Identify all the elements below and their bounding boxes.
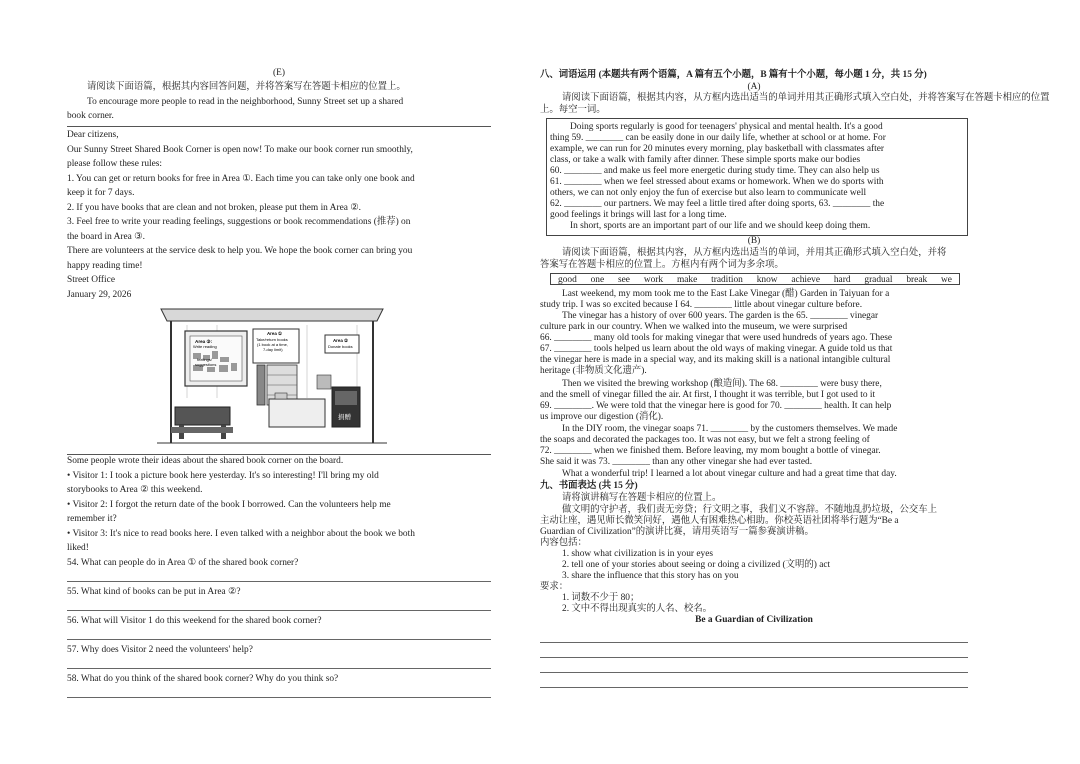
divider xyxy=(67,126,491,127)
area3-sub: Write reading xyxy=(193,344,217,349)
passage-b-line: 72. ________ when we finished them. Before leaving, my mom bought a bottle of vinegar. xyxy=(540,446,881,456)
word-bank-item: achieve xyxy=(791,275,821,285)
section9-title: 九、书面表达 (共 15 分) xyxy=(540,481,638,491)
part-a-instruction: 请阅读下面语篇，根据其内容，从方框内选出适当的单词并用其正确形式填入空白处，并将答案写在答题卡相应的位置 xyxy=(562,93,1050,103)
visitor-line: • Visitor 1: I took a picture book here yesterday. It's so interesting! I'll bring my old xyxy=(67,471,379,481)
visitor-line: storybooks to Area ② this weekend. xyxy=(67,485,203,495)
instruction: 请阅读下面语篇，根据其内容回答问题，并将答案写在答题卡相应的位置上。 xyxy=(87,82,406,92)
essay-line[interactable] xyxy=(540,657,968,658)
question-54: 54. What can people do in Area ① of the shared book corner? xyxy=(67,558,299,568)
question-55: 55. What kind of books can be put in Area ②? xyxy=(67,587,241,597)
section9-requirements: 要求： xyxy=(540,582,569,592)
question-56: 56. What will Visitor 1 do this weekend for the shared book corner? xyxy=(67,616,322,626)
section9-body: 主动让座，遇见师长微笑问好，遇他人有困难热心相助。你校英语社团将举行题为“Be a xyxy=(540,516,899,526)
notice-line: happy reading time! xyxy=(67,261,143,271)
passage-b-line: In the DIY room, the vinegar soaps 71. ________ by the customers themselves. We made xyxy=(562,424,898,434)
section8-title: 八、词语运用 (本题共有两个语篇，A 篇有五个小题，B 篇有十个小题，每小题 1 分，共 15 分) xyxy=(540,70,927,80)
area1-sub3: 7-day limit) xyxy=(263,347,283,352)
section9-body: 做文明的守护者，我们责无旁贷；行文明之事，我们义不容辞。不随地乱扔垃圾，公交车上 xyxy=(562,505,938,515)
section9-point: 3. share the influence that this story has on you xyxy=(562,571,739,581)
intro-line: book corner. xyxy=(67,111,114,121)
passage-b-line: Last weekend, my mom took me to the East Lake Vinegar (醋) Garden in Taiyuan for a xyxy=(562,289,890,299)
word-bank-item: know xyxy=(756,275,778,285)
area3-sub2: feelings/ xyxy=(197,357,212,362)
passage-b-line: us improve our digestion (消化). xyxy=(540,412,664,422)
passage-b-line: 66. ________ many old tools for making vinegar that were used hundreds of years ago. These xyxy=(540,333,893,343)
notice-line: the board in Area ③. xyxy=(67,232,145,242)
area2-sub: Donate books xyxy=(328,344,353,349)
part-b-label: (B) xyxy=(747,236,761,246)
answer-line-55[interactable] xyxy=(67,610,491,611)
notice-line: please follow these rules: xyxy=(67,159,163,169)
word-bank-item: gradual xyxy=(864,275,893,285)
section9-body: 内容包括： xyxy=(540,538,587,548)
passage-b-line: 67. ________ tools helped us learn about the old ways of making vinegar. A guide told us that xyxy=(540,344,893,354)
section9-point: 2. tell one of your stories about seeing or doing a civilized (文明的) act xyxy=(562,560,831,570)
word-bank-item: one xyxy=(590,275,605,285)
passage-a-line: Doing sports regularly is good for teenagers' physical and mental health. It's a good xyxy=(570,122,883,132)
area1-sub2: (1 book at a time, xyxy=(257,342,288,347)
visitor-line: • Visitor 3: It's nice to read books here. I even talked with a neighbor about the book we both xyxy=(67,529,415,539)
passage-b-line: heritage (非物质文化遗产). xyxy=(540,366,647,376)
passage-b-line: culture park in our country. When we walked into the museum, we were surprised xyxy=(540,322,848,332)
passage-a-line: 61. ________ when we feel stressed about exams or homework. When we do sports with xyxy=(550,177,884,187)
word-bank-item: see xyxy=(617,275,630,285)
word-bank-item: break xyxy=(906,275,928,285)
section9-requirement: 1. 词数不少于 80； xyxy=(562,593,640,603)
visitor-line: • Visitor 2: I forgot the return date of the book I borrowed. Can the volunteers help me xyxy=(67,500,391,510)
question-57: 57. Why does Visitor 2 need the volunteers' help? xyxy=(67,645,253,655)
passage-a-line: 60. ________ and make us feel more energetic during study time. They can also help us xyxy=(550,166,880,176)
section-label-e: (E) xyxy=(273,68,285,78)
part-a-instruction: 上。每空一词。 xyxy=(540,105,606,115)
word-bank-item: hard xyxy=(833,275,851,285)
section9-instruction: 请将演讲稿写在答题卡相应的位置上。 xyxy=(562,493,722,503)
passage-b-line: Then we visited the brewing workshop (酿造间). The 68. ________ were busy there, xyxy=(562,379,882,389)
essay-title: Be a Guardian of Civilization xyxy=(695,615,813,625)
section9-point: 1. show what civilization is in your eyes xyxy=(562,549,714,559)
essay-line[interactable] xyxy=(540,672,968,673)
area1-sub: Take/return books xyxy=(256,337,288,342)
answer-line-58[interactable] xyxy=(67,697,491,698)
donation-bin-label: 捐赠 xyxy=(338,413,351,421)
passage-b-line: the soaps and decorated the packages too. It was not easy, but we felt a strong feeling of xyxy=(540,435,870,445)
answer-line-57[interactable] xyxy=(67,668,491,669)
answer-line-54[interactable] xyxy=(67,581,491,582)
area2-label: Area ② xyxy=(333,338,348,343)
section9-requirement: 2. 文中不得出现真实的人名、校名。 xyxy=(562,604,713,614)
part-a-label: (A) xyxy=(747,82,761,92)
essay-line[interactable] xyxy=(540,642,968,643)
passage-b-line: 69. ________. We were told that the vinegar here is good for 70. ________ health. It can help xyxy=(540,401,892,411)
visitors-intro: Some people wrote their ideas about the shared book corner on the board. xyxy=(67,456,344,466)
part-b-instruction: 请阅读下面语篇，根据其内容，从方框内选出适当的单词，并用其正确形式填入空白处，并将 xyxy=(562,248,947,258)
visitor-line: liked! xyxy=(67,543,89,553)
notice-line: Our Sunny Street Shared Book Corner is open now! To make our book corner run smoothly, xyxy=(67,145,413,155)
notice-line: keep it for 7 days. xyxy=(67,188,135,198)
visitor-line: remember it? xyxy=(67,514,117,524)
book-corner-illustration xyxy=(157,303,387,451)
notice-line: There are volunteers at the service desk to help you. We hope the book corner can bring you xyxy=(67,246,413,256)
intro-line: To encourage more people to read in the neighborhood, Sunny Street set up a shared xyxy=(87,97,404,107)
essay-line[interactable] xyxy=(540,687,968,688)
notice-line: 2. If you have books that are clean and not broken, please put them in Area ②. xyxy=(67,203,361,213)
passage-a-line: example, we can run for 20 minutes every morning, play basketball with classmates after xyxy=(550,144,885,154)
notice-line: 1. You can get or return books for free in Area ①. Each time you can take only one book and xyxy=(67,174,415,184)
passage-b-line: What a wonderful trip! I learned a lot about vinegar culture and had a great time that day. xyxy=(562,469,897,479)
part-b-instruction: 答案写在答题卡相应的位置上。方框内有两个词为多余项。 xyxy=(540,260,784,270)
passage-a-line: good feelings it brings will last for a long time. xyxy=(550,210,727,220)
notice-line: Dear citizens, xyxy=(67,130,119,140)
area3-label: Area ③: xyxy=(195,339,213,344)
passage-a-line: thing 59. ________ can be easily done in our daily life, whether at school or at home. For xyxy=(550,133,886,143)
word-bank-item: work xyxy=(643,275,664,285)
notice-line: 3. Feel free to write your reading feelings, suggestions or book recommendations (推荐) on xyxy=(67,217,411,227)
notice-date: January 29, 2026 xyxy=(67,290,132,300)
passage-a-line: In short, sports are an important part of our life and we should keep doing them. xyxy=(570,221,871,231)
word-bank xyxy=(550,273,960,285)
passage-a-line: class, or take a walk with family after dinner. These simple sports make our bodies xyxy=(550,155,861,165)
passage-b-line: She said it was 73. ________ than any other vinegar she had ever tasted. xyxy=(540,457,813,467)
section9-body: Guardian of Civilization”的演讲比赛，请用英语写一篇参赛演讲稿。 xyxy=(540,527,814,537)
word-bank-item: tradition xyxy=(711,275,743,285)
area1-label: Area ① xyxy=(267,331,282,336)
word-bank-item: make xyxy=(676,275,698,285)
passage-a-line: 62. ________ our partners. We may feel a little tired after doing sports, 63. ________ the xyxy=(550,199,885,209)
area3-sub3: suggestions xyxy=(195,362,217,367)
word-bank-item: we xyxy=(941,275,952,285)
answer-line-56[interactable] xyxy=(67,639,491,640)
word-bank-item: good xyxy=(558,275,577,285)
passage-a-line: others, we can not only enjoy the fun of exercise but also learn to communicate well xyxy=(550,188,867,198)
question-58: 58. What do you think of the shared book corner? Why do you think so? xyxy=(67,674,339,684)
notice-signature: Street Office xyxy=(67,275,115,285)
passage-b-line: the vinegar here is made in a special way, and its making skill is a national intangible cultural xyxy=(540,355,891,365)
passage-b-line: The vinegar has a history of over 600 years. The garden is the 65. ________ vinegar xyxy=(562,311,879,321)
passage-b-line: study trip. I was so excited because I 64. ________ little about vinegar culture before. xyxy=(540,300,863,310)
passage-b-line: and the smell of vinegar filled the air. At first, I thought it was terrible, but I got used to it xyxy=(540,390,876,400)
